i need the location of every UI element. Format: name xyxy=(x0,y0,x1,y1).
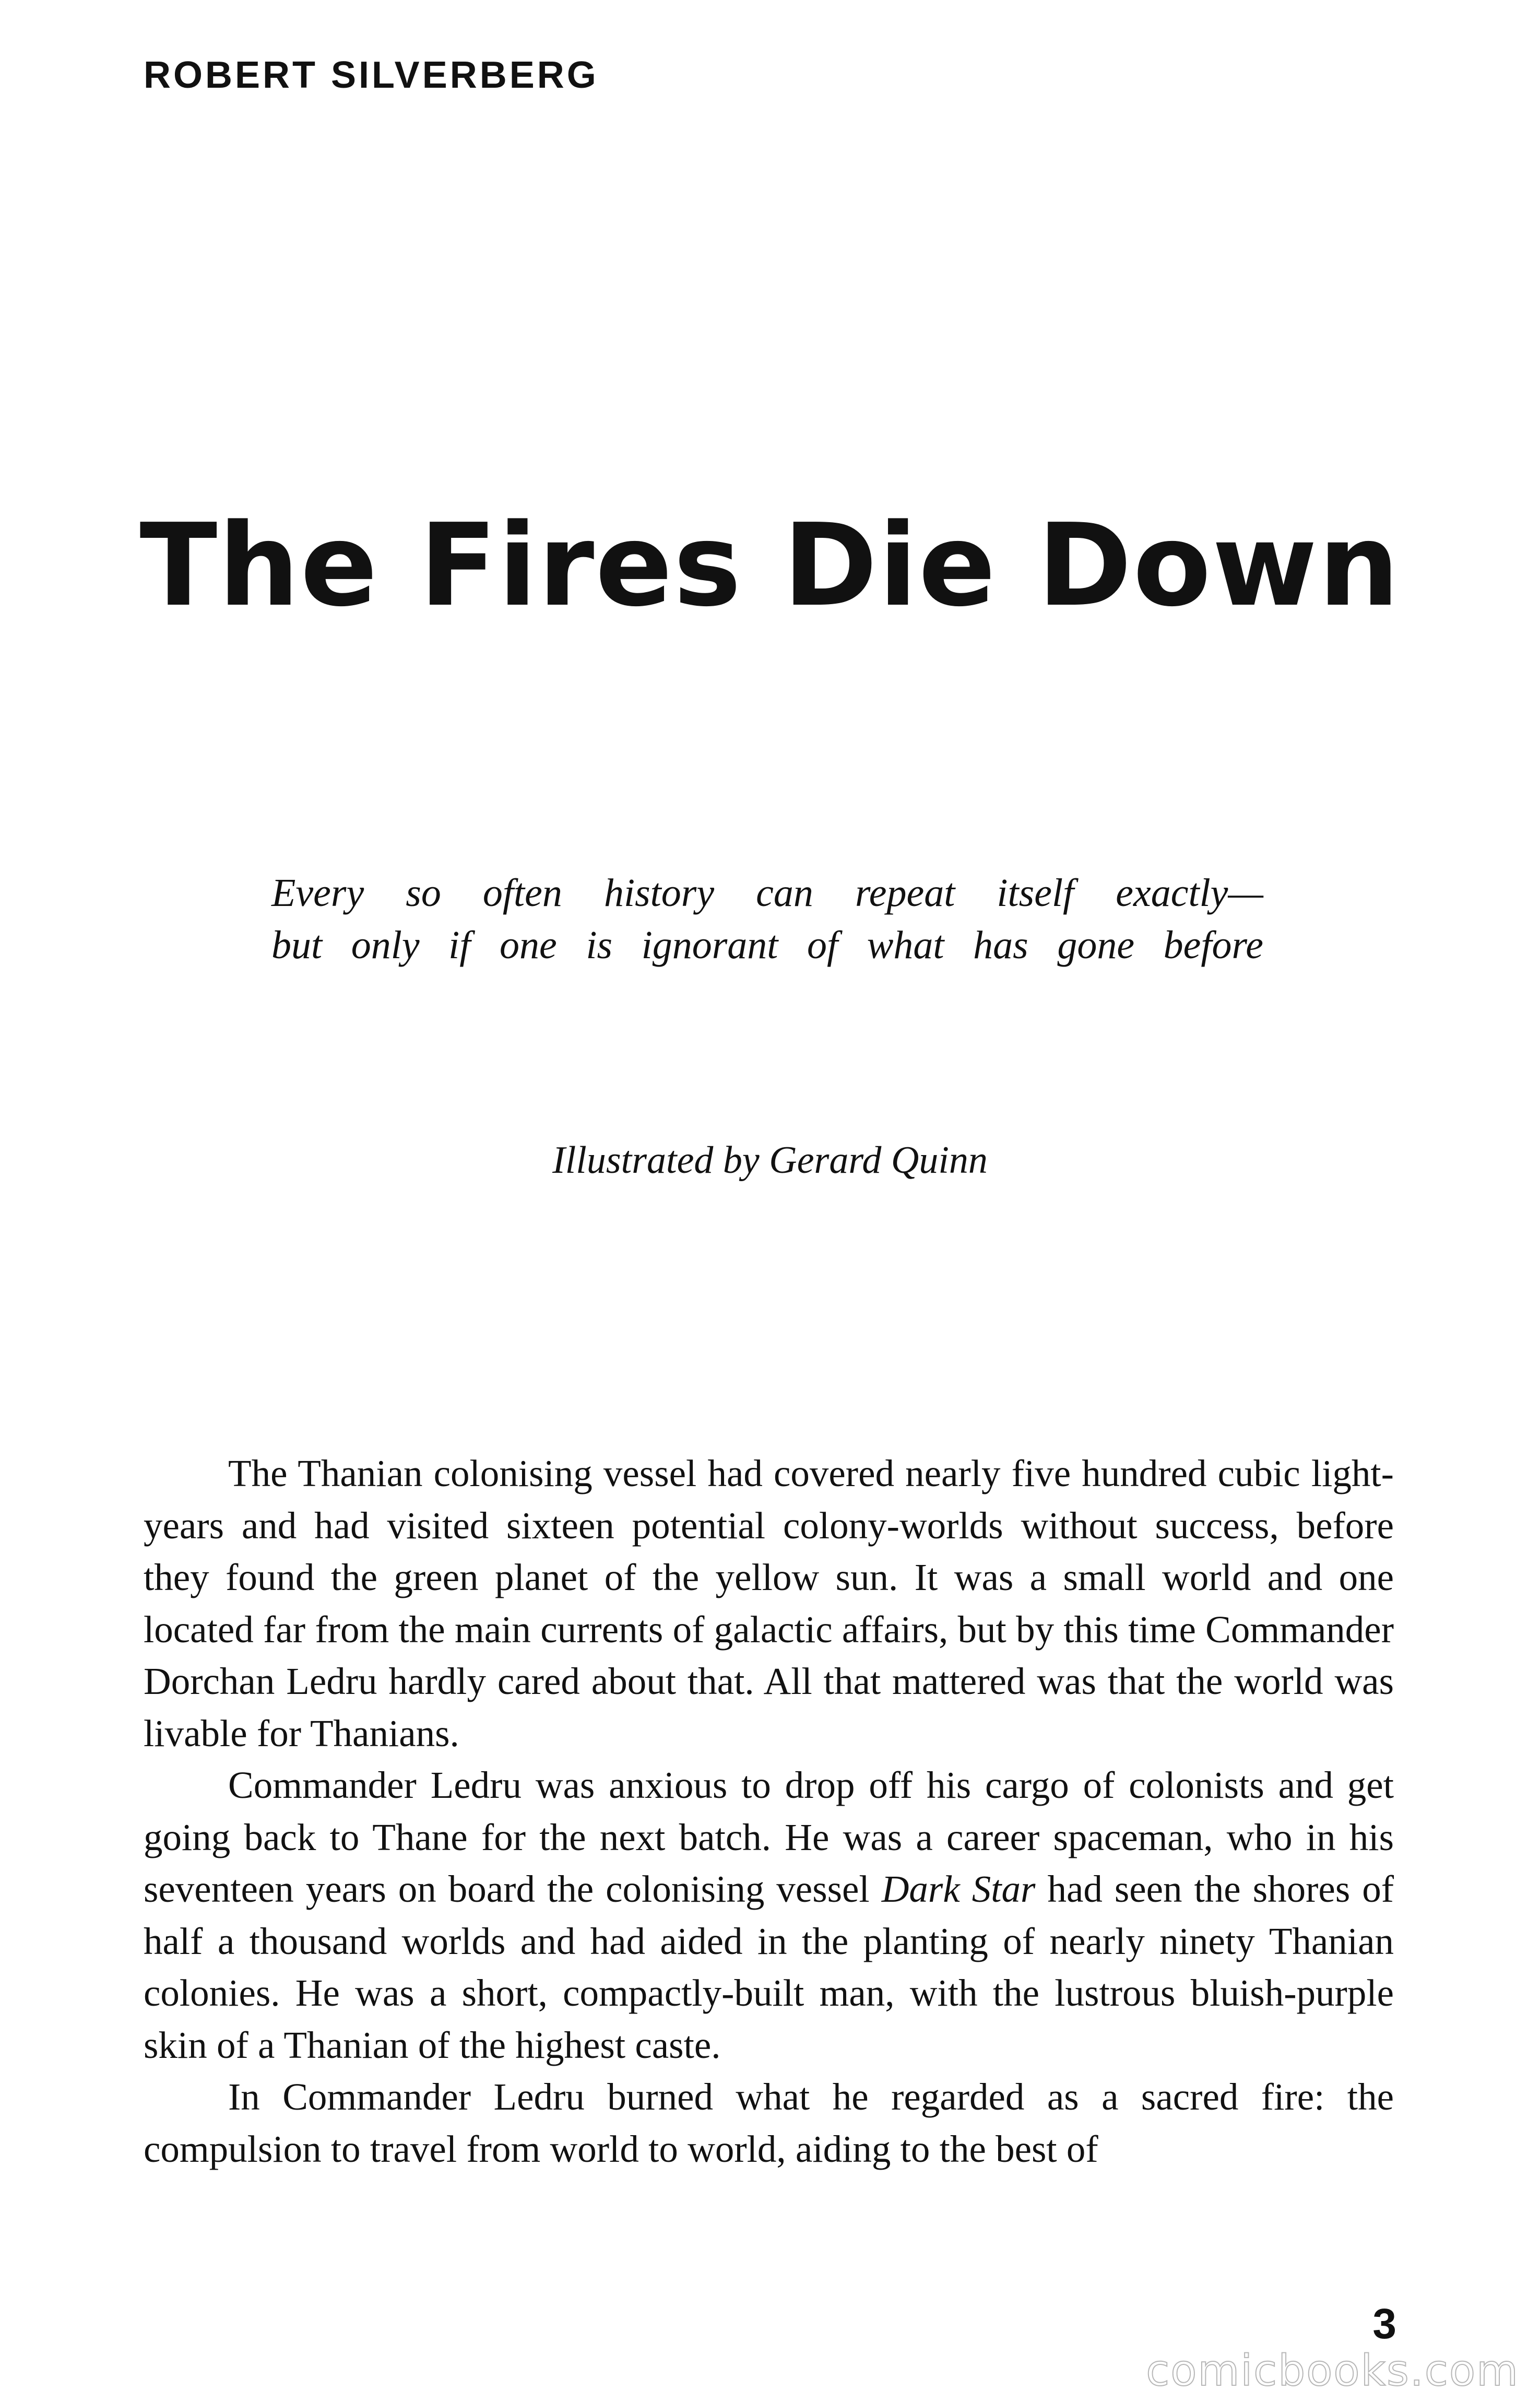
story-tagline xyxy=(271,867,1263,971)
watermark: comicbooks.com xyxy=(1146,2346,1519,2396)
body-paragraph-1: The Thanian colonising vessel had covered nearly five hundred cubic light-years and had visited sixteen potential colony-worlds without success, before they found the green planet of the yellow sun. It was a small world and one located far from the main currents of galactic affairs, but by this time Commander Dorchan Ledru hardly cared about that. All that mattered was that the world was livable for Thanians. xyxy=(144,1452,1394,1755)
paragraph-2-text-start: Commander Ledru was anxious to drop off his cargo of colonists and get going back to Thane for the next batch. He was a career spaceman, who in his seventeen years on board the colonising vessel xyxy=(144,1764,1394,1910)
tagline-line-2: but only if one is ignorant of what has gone before xyxy=(271,923,1263,967)
story-body xyxy=(144,1447,1394,2175)
author-name: ROBERT SILVERBERG xyxy=(144,54,599,96)
body-paragraph-3: In Commander Ledru burned what he regarded as a sacred fire: the compulsion to travel from world to world, aiding to the best of xyxy=(144,2076,1394,2170)
illustrator-credit: Illustrated by Gerard Quinn xyxy=(552,1139,988,1182)
body-paragraph-2 xyxy=(144,1759,1394,2071)
ship-name: Dark Star xyxy=(881,1868,1036,1910)
story-title: The Fires Die Down xyxy=(139,500,1401,632)
tagline-line-1: Every so often history can repeat itself exactly— xyxy=(271,871,1263,915)
page-number: 3 xyxy=(1372,2300,1396,2348)
paragraph-2-text-end: had seen the shores of half a thousand worlds and had aided in the planting of nearly ninety Thanian colonies. He was a short, compactly-built man, with the lustrous bluish-purple skin of a Thanian of the highest caste. xyxy=(144,1868,1394,2066)
